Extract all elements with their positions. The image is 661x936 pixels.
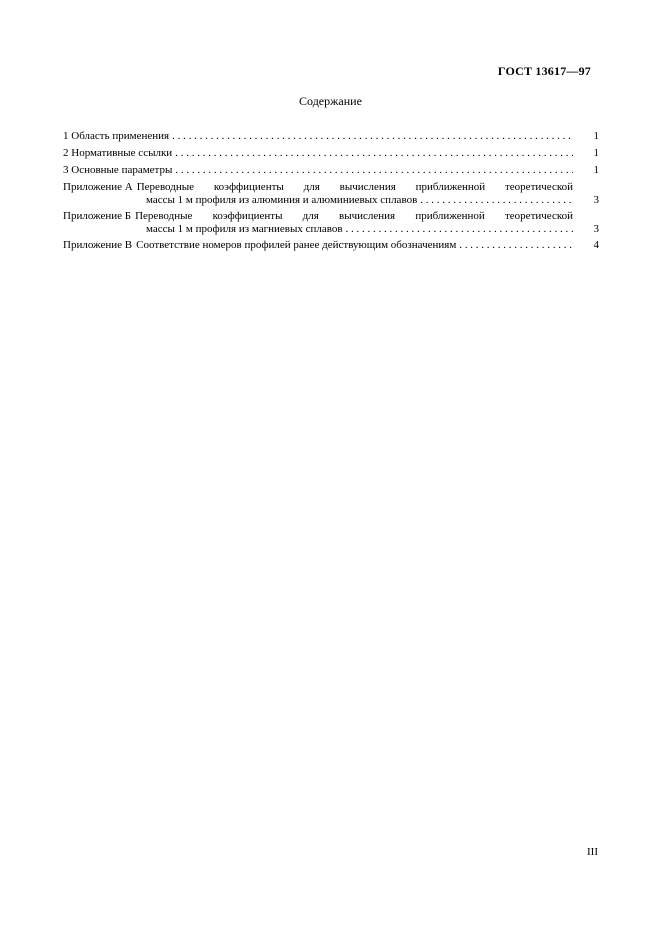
page-number: III (587, 846, 598, 858)
toc-entry-text-continued: массы 1 м профиля из алюминия и алюминиевых сплавов (146, 194, 418, 206)
toc-entry-text: Переводные коэффициенты для вычисления приближенной теоретической (136, 181, 573, 193)
toc-entry-scope (63, 130, 599, 143)
dot-leader (172, 130, 573, 143)
appendix-label: Приложение В (63, 239, 133, 251)
toc-page-number: 1 (593, 130, 599, 142)
toc-entry-text: Переводные коэффициенты для вычисления приближенной теоретической (135, 210, 573, 222)
dot-leader (175, 164, 573, 177)
toc-entry-main-parameters (63, 164, 599, 177)
toc-page-number: 4 (593, 239, 599, 251)
dot-leader (459, 239, 573, 252)
toc-page-number: 1 (593, 147, 599, 159)
document-code: ГОСТ 13617—97 (497, 64, 591, 78)
toc-page-number: 3 (593, 223, 599, 235)
appendix-label: Приложение А (63, 181, 133, 193)
toc-entry-text: 1 Область применения (63, 130, 170, 142)
dot-leader (346, 223, 573, 236)
toc-page-number: 3 (593, 194, 599, 206)
toc-entry-appendix-b (63, 210, 599, 236)
toc-entry-text: 3 Основные параметры (63, 164, 173, 176)
dot-leader (420, 194, 573, 207)
toc-entry-text: Соответствие номеров профилей ранее действующим обозначениям (136, 239, 457, 251)
toc-entry-appendix-v (63, 239, 599, 252)
table-of-contents (63, 130, 599, 255)
appendix-label: Приложение Б (63, 210, 132, 222)
toc-title: Содержание (299, 94, 362, 108)
toc-entry-text: 2 Нормативные ссылки (63, 147, 173, 159)
toc-entry-text-continued: массы 1 м профиля из магниевых сплавов (146, 223, 343, 235)
toc-entry-normative-references (63, 147, 599, 160)
toc-entry-appendix-a (63, 181, 599, 207)
toc-page-number: 1 (593, 164, 599, 176)
dot-leader (175, 147, 573, 160)
